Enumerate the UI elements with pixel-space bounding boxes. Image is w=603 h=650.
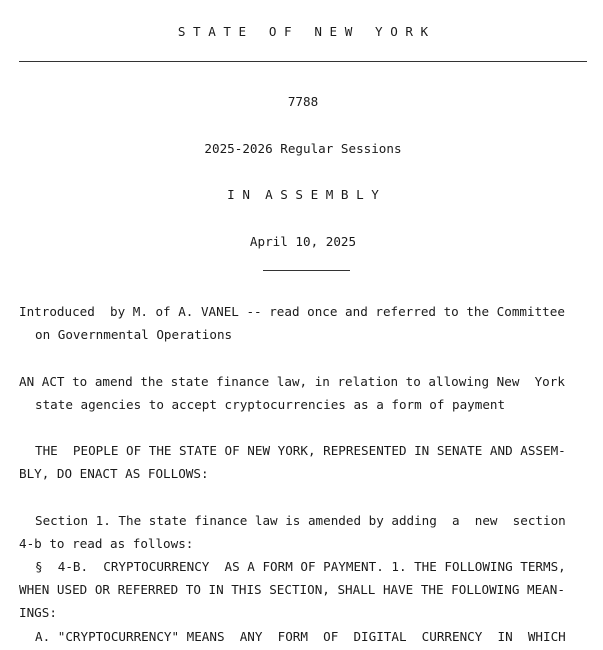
bill-number: 7788 [287,94,319,109]
definition-a-line-1: A. "CRYPTOCURRENCY" MEANS ANY FORM OF DIGITAL CURRENCY IN WHICH [35,629,566,644]
act-title-line-2: state agencies to accept cryptocurrencies as a form of payment [35,397,506,412]
section-1-line-1: Section 1. The state finance law is amended by adding a new section [35,513,566,528]
section-4b-line-2: WHEN USED OR REFERRED TO IN THIS SECTION, SHALL HAVE THE FOLLOWING MEAN- [19,582,565,597]
section-4b-line-3: INGS: [19,605,57,620]
state-heading: S T A T E O F N E W Y O R K [177,24,429,39]
introduction-line-1: Introduced by M. of A. VANEL -- read once and referred to the Committee [19,304,565,319]
chamber-heading: I N A S S E M B L Y [227,187,379,202]
enacting-clause-line-2: BLY, DO ENACT AS FOLLOWS: [19,466,209,481]
date-underline [263,270,350,271]
act-title-line-1: AN ACT to amend the state finance law, in relation to allowing New York [19,374,565,389]
header-divider [19,61,587,62]
introduction-date: April 10, 2025 [249,234,357,249]
section-4b-line-1: § 4-B. CRYPTOCURRENCY AS A FORM OF PAYMENT. 1. THE FOLLOWING TERMS, [35,559,566,574]
enacting-clause-line-1: THE PEOPLE OF THE STATE OF NEW YORK, REPRESENTED IN SENATE AND ASSEM- [35,443,566,458]
session-label: 2025-2026 Regular Sessions [204,141,402,156]
introduction-line-2: on Governmental Operations [35,327,233,342]
section-1-line-2: 4-b to read as follows: [19,536,194,551]
